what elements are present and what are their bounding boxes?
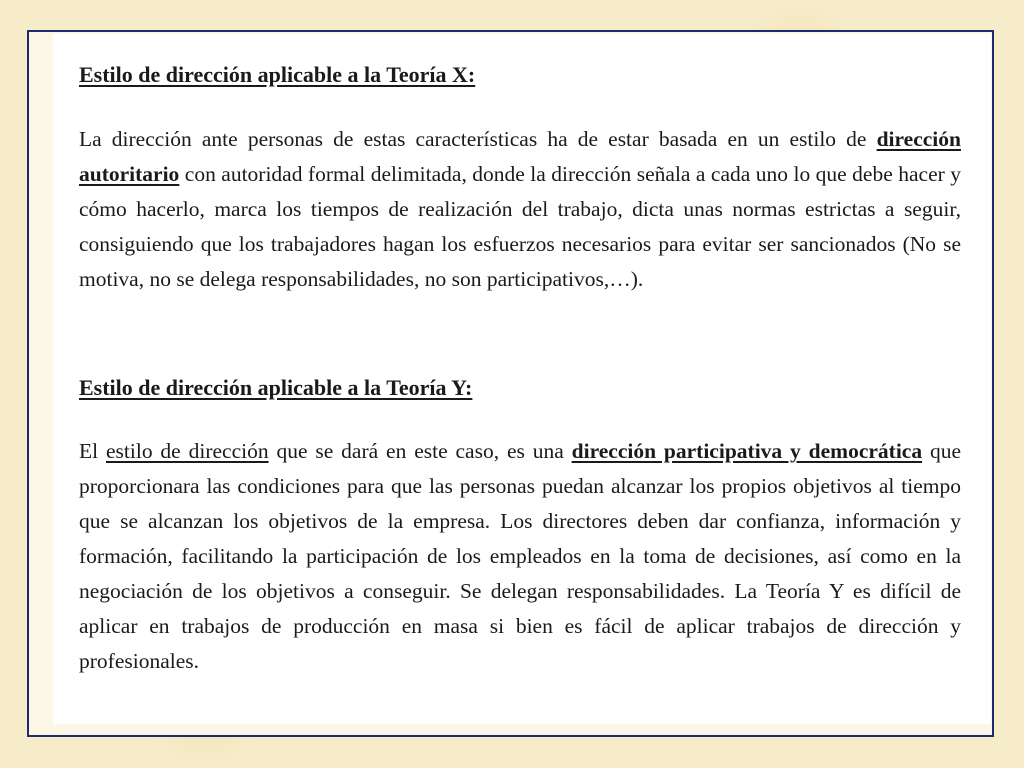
section-x-paragraph <box>79 122 961 297</box>
section-x-heading: Estilo de dirección aplicable a la Teoría X: <box>79 62 476 87</box>
slide-frame <box>27 30 994 737</box>
document-page <box>53 34 991 724</box>
section-y-heading: Estilo de dirección aplicable a la Teoría Y: <box>79 375 473 400</box>
section-y-text-2: que se dará en este caso, es una <box>268 439 572 463</box>
section-x-text-1: La dirección ante personas de estas características ha de estar basada en un estilo de <box>79 127 877 151</box>
section-y-underlined: estilo de dirección <box>105 439 269 463</box>
section-y-text-3: que proporcionara las condiciones para que las personas puedan alcanzar los propios objetivos al tiempo que se alcanzan los objetivos de la empresa. Los directores deben dar confianza, información y formación, facilitando la participación de los empleados en la toma de decisiones, así como en la negociación de los objetivos a conseguir. Se delegan responsabilidades. La Teoría Y es difícil de aplicar en trabajos de producción en masa si bien es fácil de aplicar trabajos de dirección y profesionales. <box>79 439 962 673</box>
section-y-emphasis: dirección participativa y democrática <box>571 439 923 463</box>
section-y-paragraph <box>79 434 961 679</box>
section-x-text-2: con autoridad formal delimitada, donde la dirección señala a cada uno lo que debe hacer y cómo hacerlo, marca los tiempos de realización del trabajo, dicta unas normas estrictas a seguir, consiguiendo que los trabajadores hagan los esfuerzos necesarios para evitar ser sancionados (No se motiva, no se delega responsabilidades, no son participativos,…). <box>79 162 961 291</box>
section-x-emphasis: dirección autoritario <box>79 127 961 186</box>
section-y-text-1: El <box>79 439 106 463</box>
